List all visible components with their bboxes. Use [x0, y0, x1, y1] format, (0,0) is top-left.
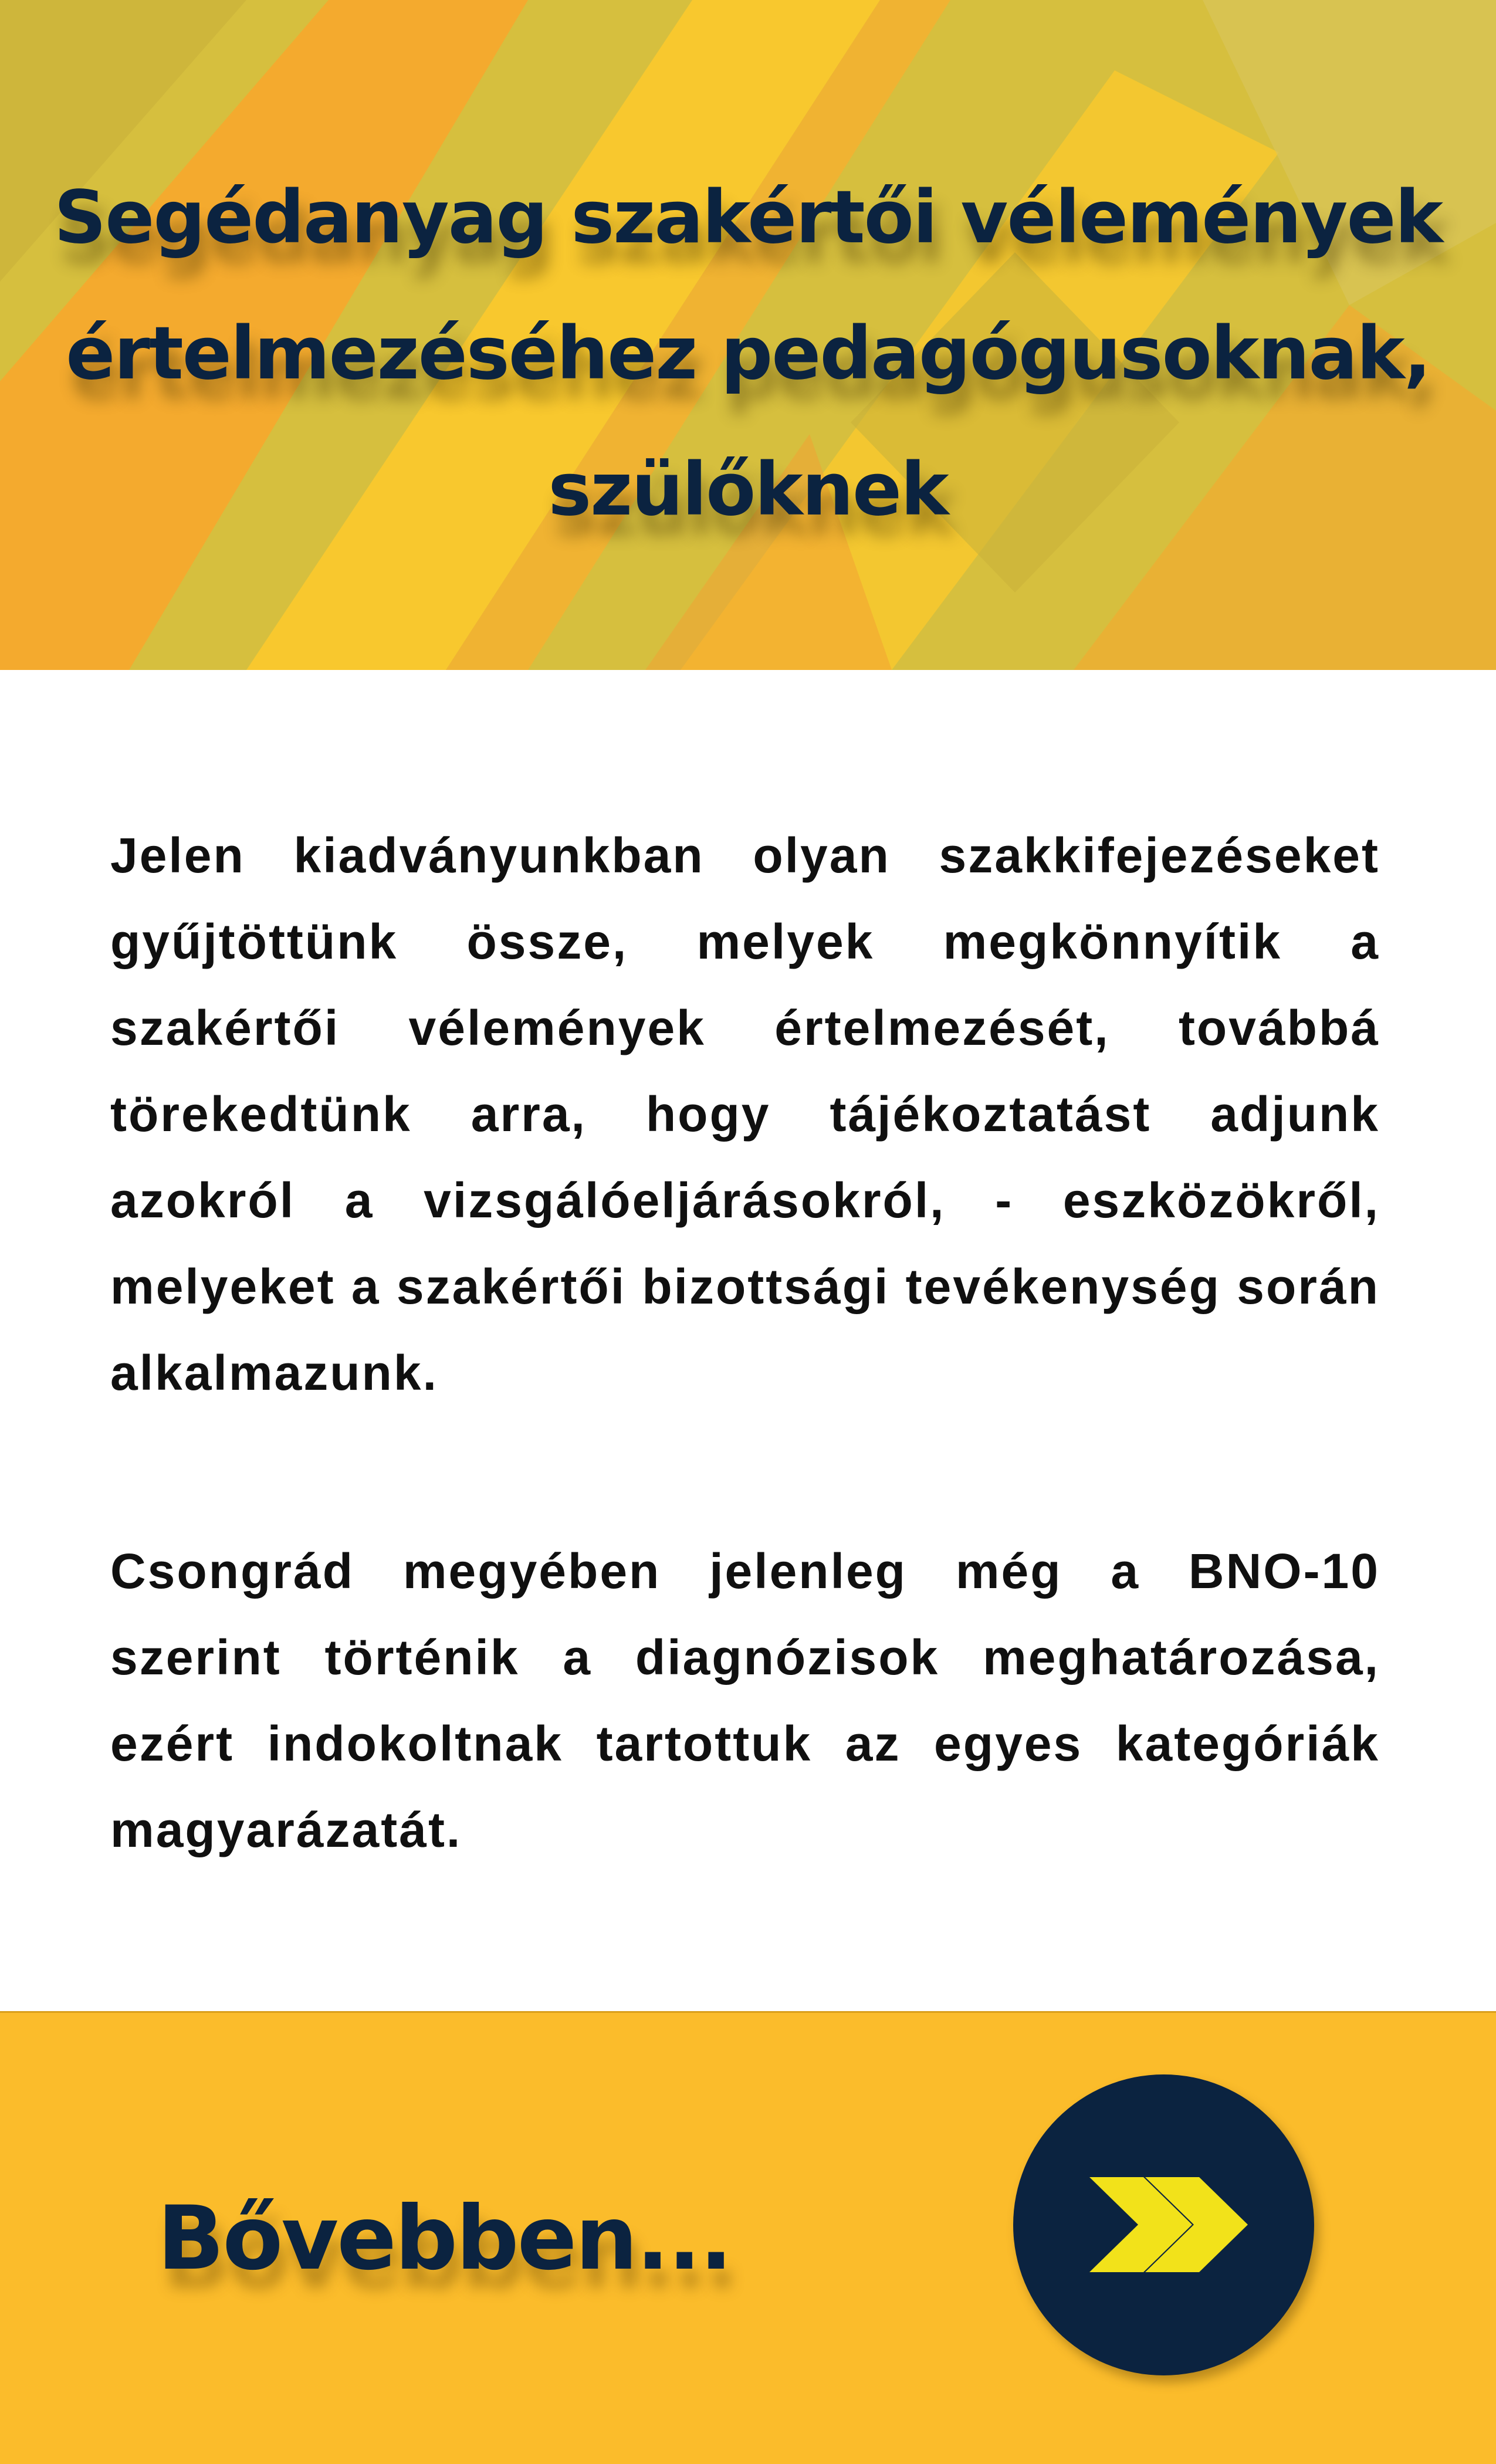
footer-bar	[0, 2011, 1496, 2464]
header-banner	[0, 0, 1496, 670]
diagnosis-paragraph: Csongrád megyében jelenleg még a BNO-10 szerint történik a diagnózisok meghatározása, ezért indokoltnak tartottuk az egyes kategóriák magyarázatát.	[110, 1544, 1380, 1857]
double-chevron-right-icon	[1013, 2074, 1314, 2375]
page-title: Segédanyag szakértői vélemények értelmezéséhez pedagógusoknak, szülőknek	[53, 175, 1443, 532]
intro-paragraph: Jelen kiadványunkban olyan szakkifejezéseket gyűjtöttünk össze, melyek megkönnyítik a szakértői vélemények értelmezését, továbbá törekedtünk arra, hogy tájékoztatást adjunk azokról a vizsgálóeljárásokról, - eszközökről, melyeket a szakértői bizottsági tevékenység során alkalmazunk.	[110, 828, 1380, 1400]
read-more-link[interactable]: Bővebben...	[157, 2188, 732, 2290]
next-button[interactable]	[1013, 2074, 1314, 2375]
intro-text	[110, 813, 1380, 1873]
